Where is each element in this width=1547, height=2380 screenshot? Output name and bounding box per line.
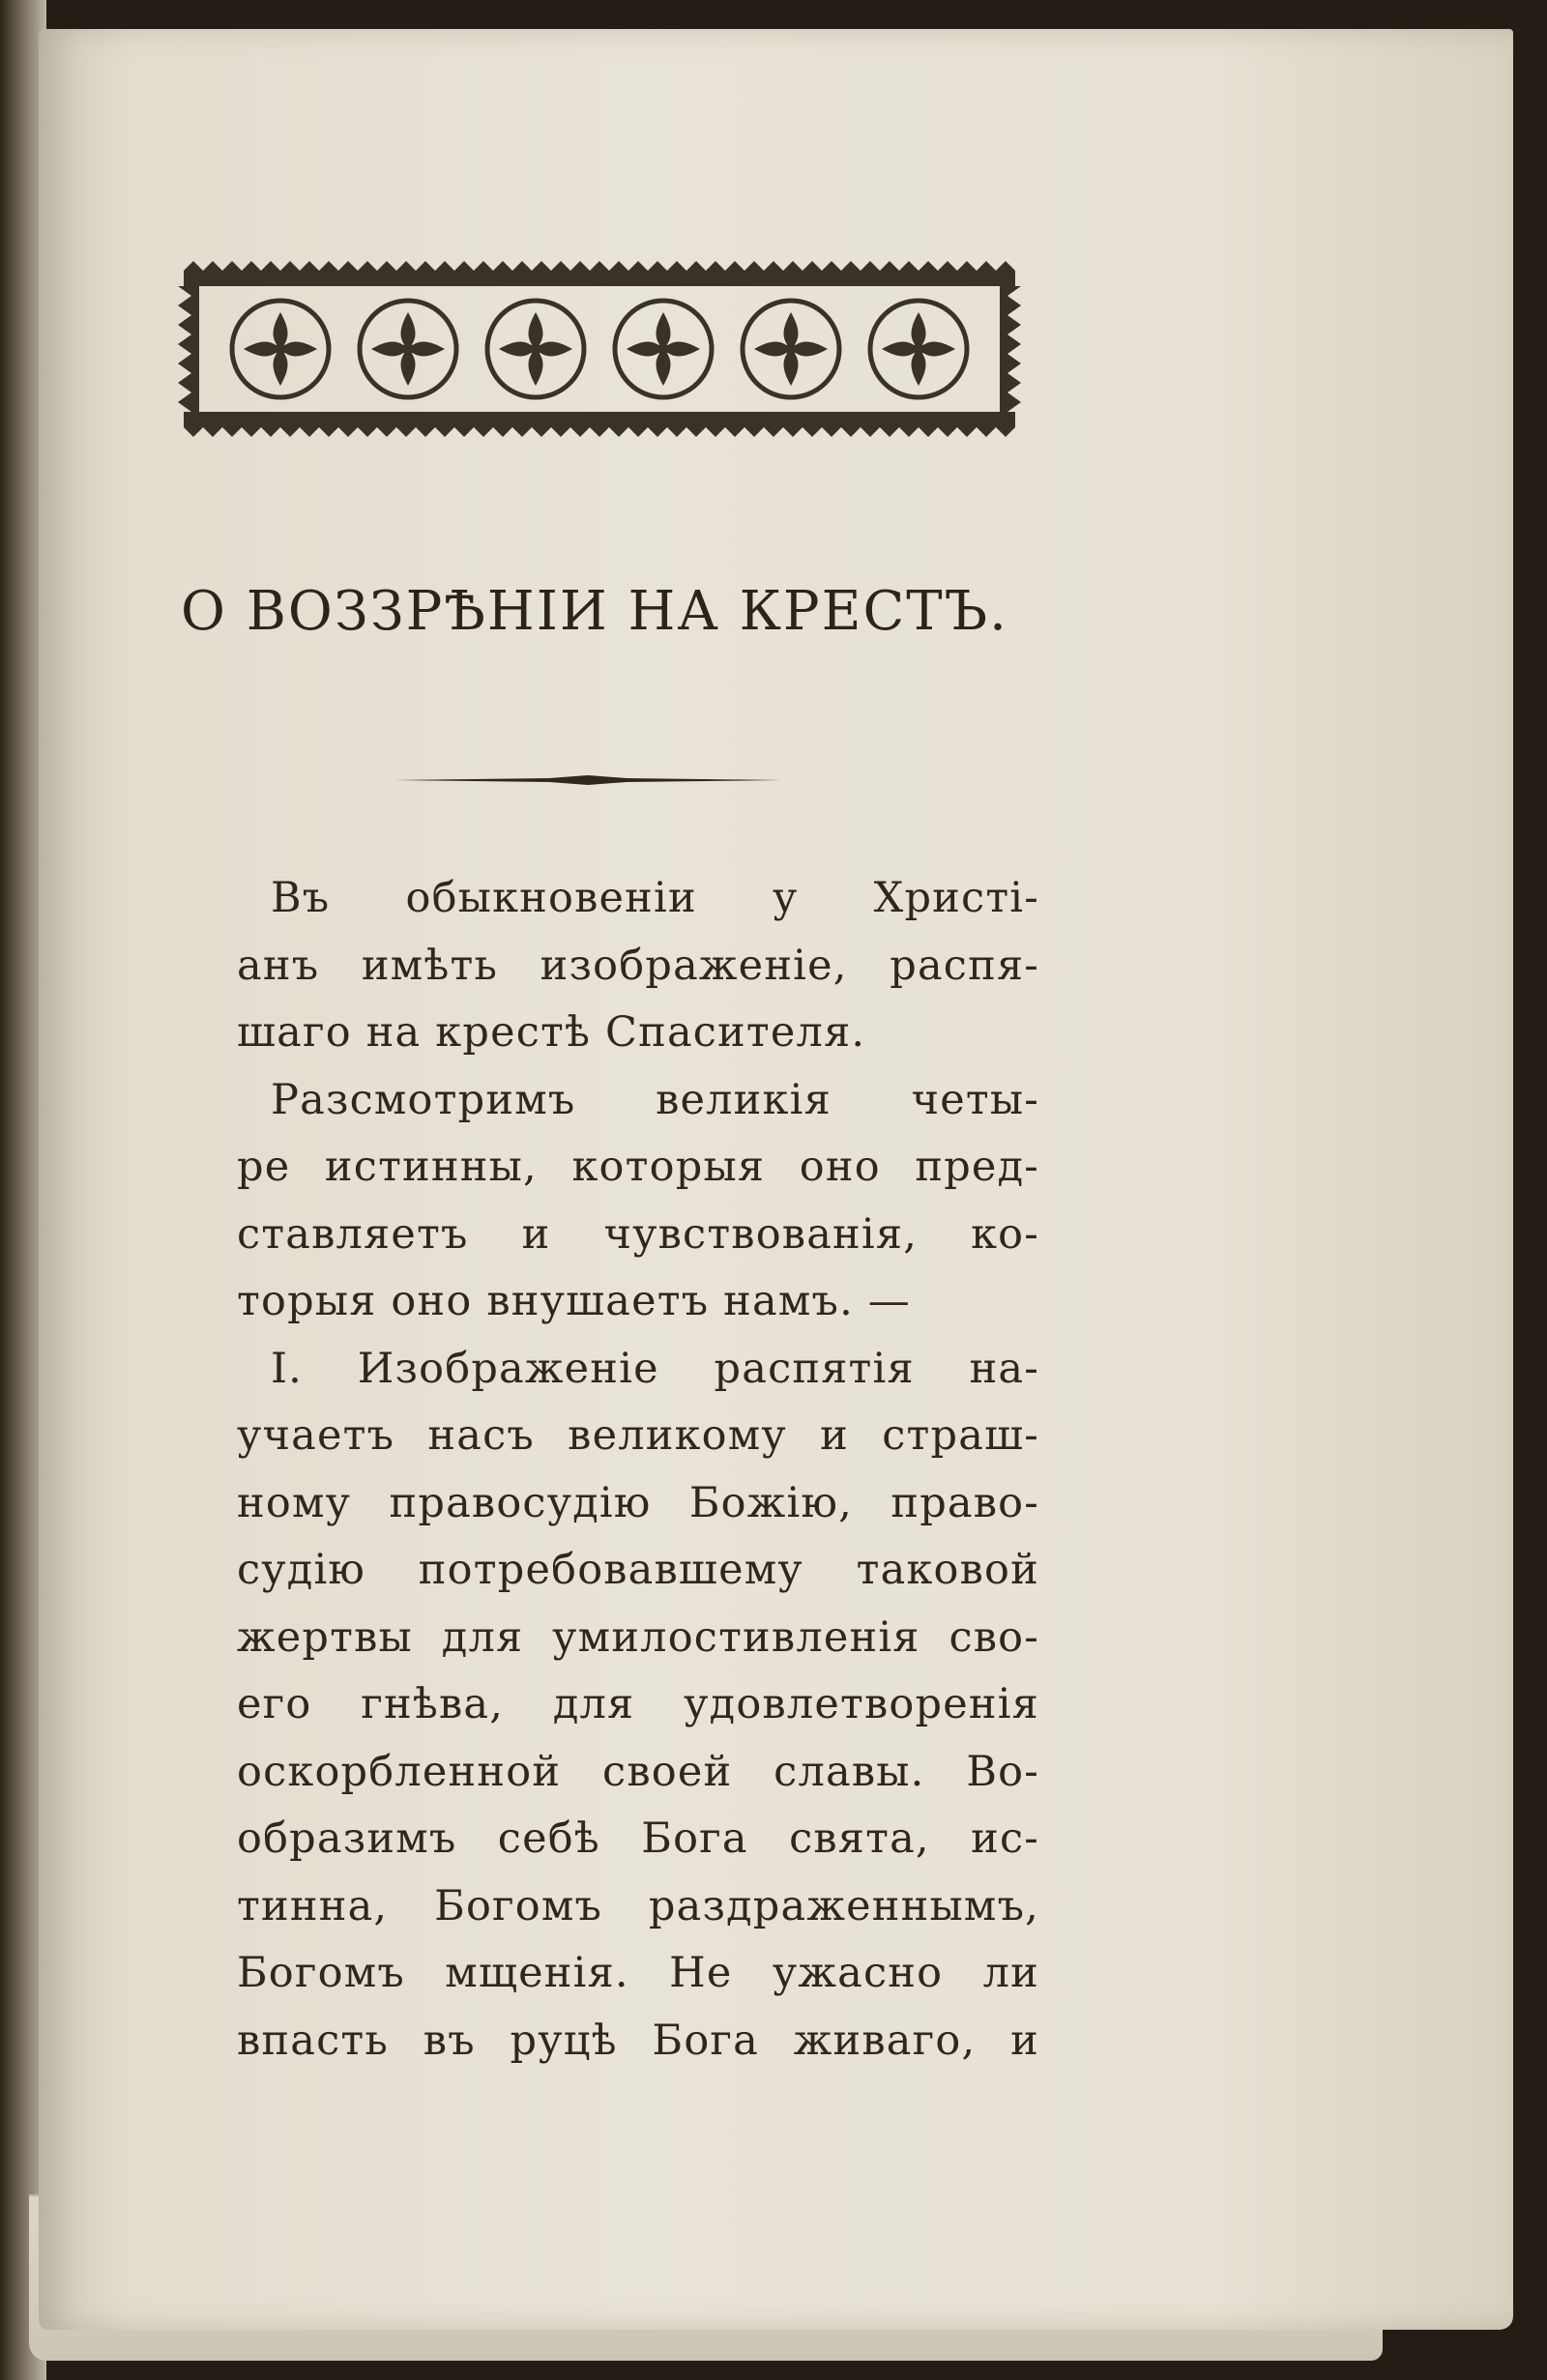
text-line: Въ обыкновеніи у Христі- bbox=[271, 874, 1039, 922]
text-line: I. Изображеніе распятія на- bbox=[271, 1344, 1039, 1393]
text-line: шаго на крестѣ Спасителя. bbox=[237, 1008, 866, 1057]
text-line: ре истинны, которыя оно пред- bbox=[237, 1143, 1039, 1191]
decorative-rule bbox=[394, 773, 781, 787]
body-text bbox=[237, 865, 1039, 2075]
text-line: Разсмотримъ великія четы- bbox=[271, 1075, 1039, 1124]
text-line: учаетъ насъ великому и страш- bbox=[237, 1411, 1039, 1460]
text-line: тинна, Богомъ раздраженнымъ, bbox=[237, 1881, 1039, 1930]
text-line: торыя оно внушаетъ намъ. — bbox=[237, 1277, 912, 1325]
text-line: ставляетъ и чувствованія, ко- bbox=[237, 1209, 1039, 1259]
text-line: его гнѣва, для удовлетворенія bbox=[237, 1680, 1039, 1728]
text-line: впасть въ руцѣ Бога живаго, и bbox=[237, 2016, 1039, 2065]
text-line: образимъ себѣ Бога свята, ис- bbox=[237, 1814, 1039, 1863]
page-title: О ВОЗЗРѢНІИ НА КРЕСТЪ. bbox=[181, 580, 1008, 643]
text-line: жертвы для умилостивленія сво- bbox=[237, 1612, 1039, 1662]
text-line: Богомъ мщенія. Не ужасно ли bbox=[237, 1949, 1039, 1997]
text-line: оскорбленной своей славы. Во- bbox=[237, 1747, 1039, 1796]
text-line: анъ имѣть изображеніе, распя- bbox=[237, 941, 1039, 990]
text-line: судію потребовавшему таковой bbox=[237, 1546, 1039, 1594]
headpiece-ornament bbox=[174, 257, 1025, 441]
text-line: ному правосудію Божію, право- bbox=[237, 1478, 1039, 1527]
